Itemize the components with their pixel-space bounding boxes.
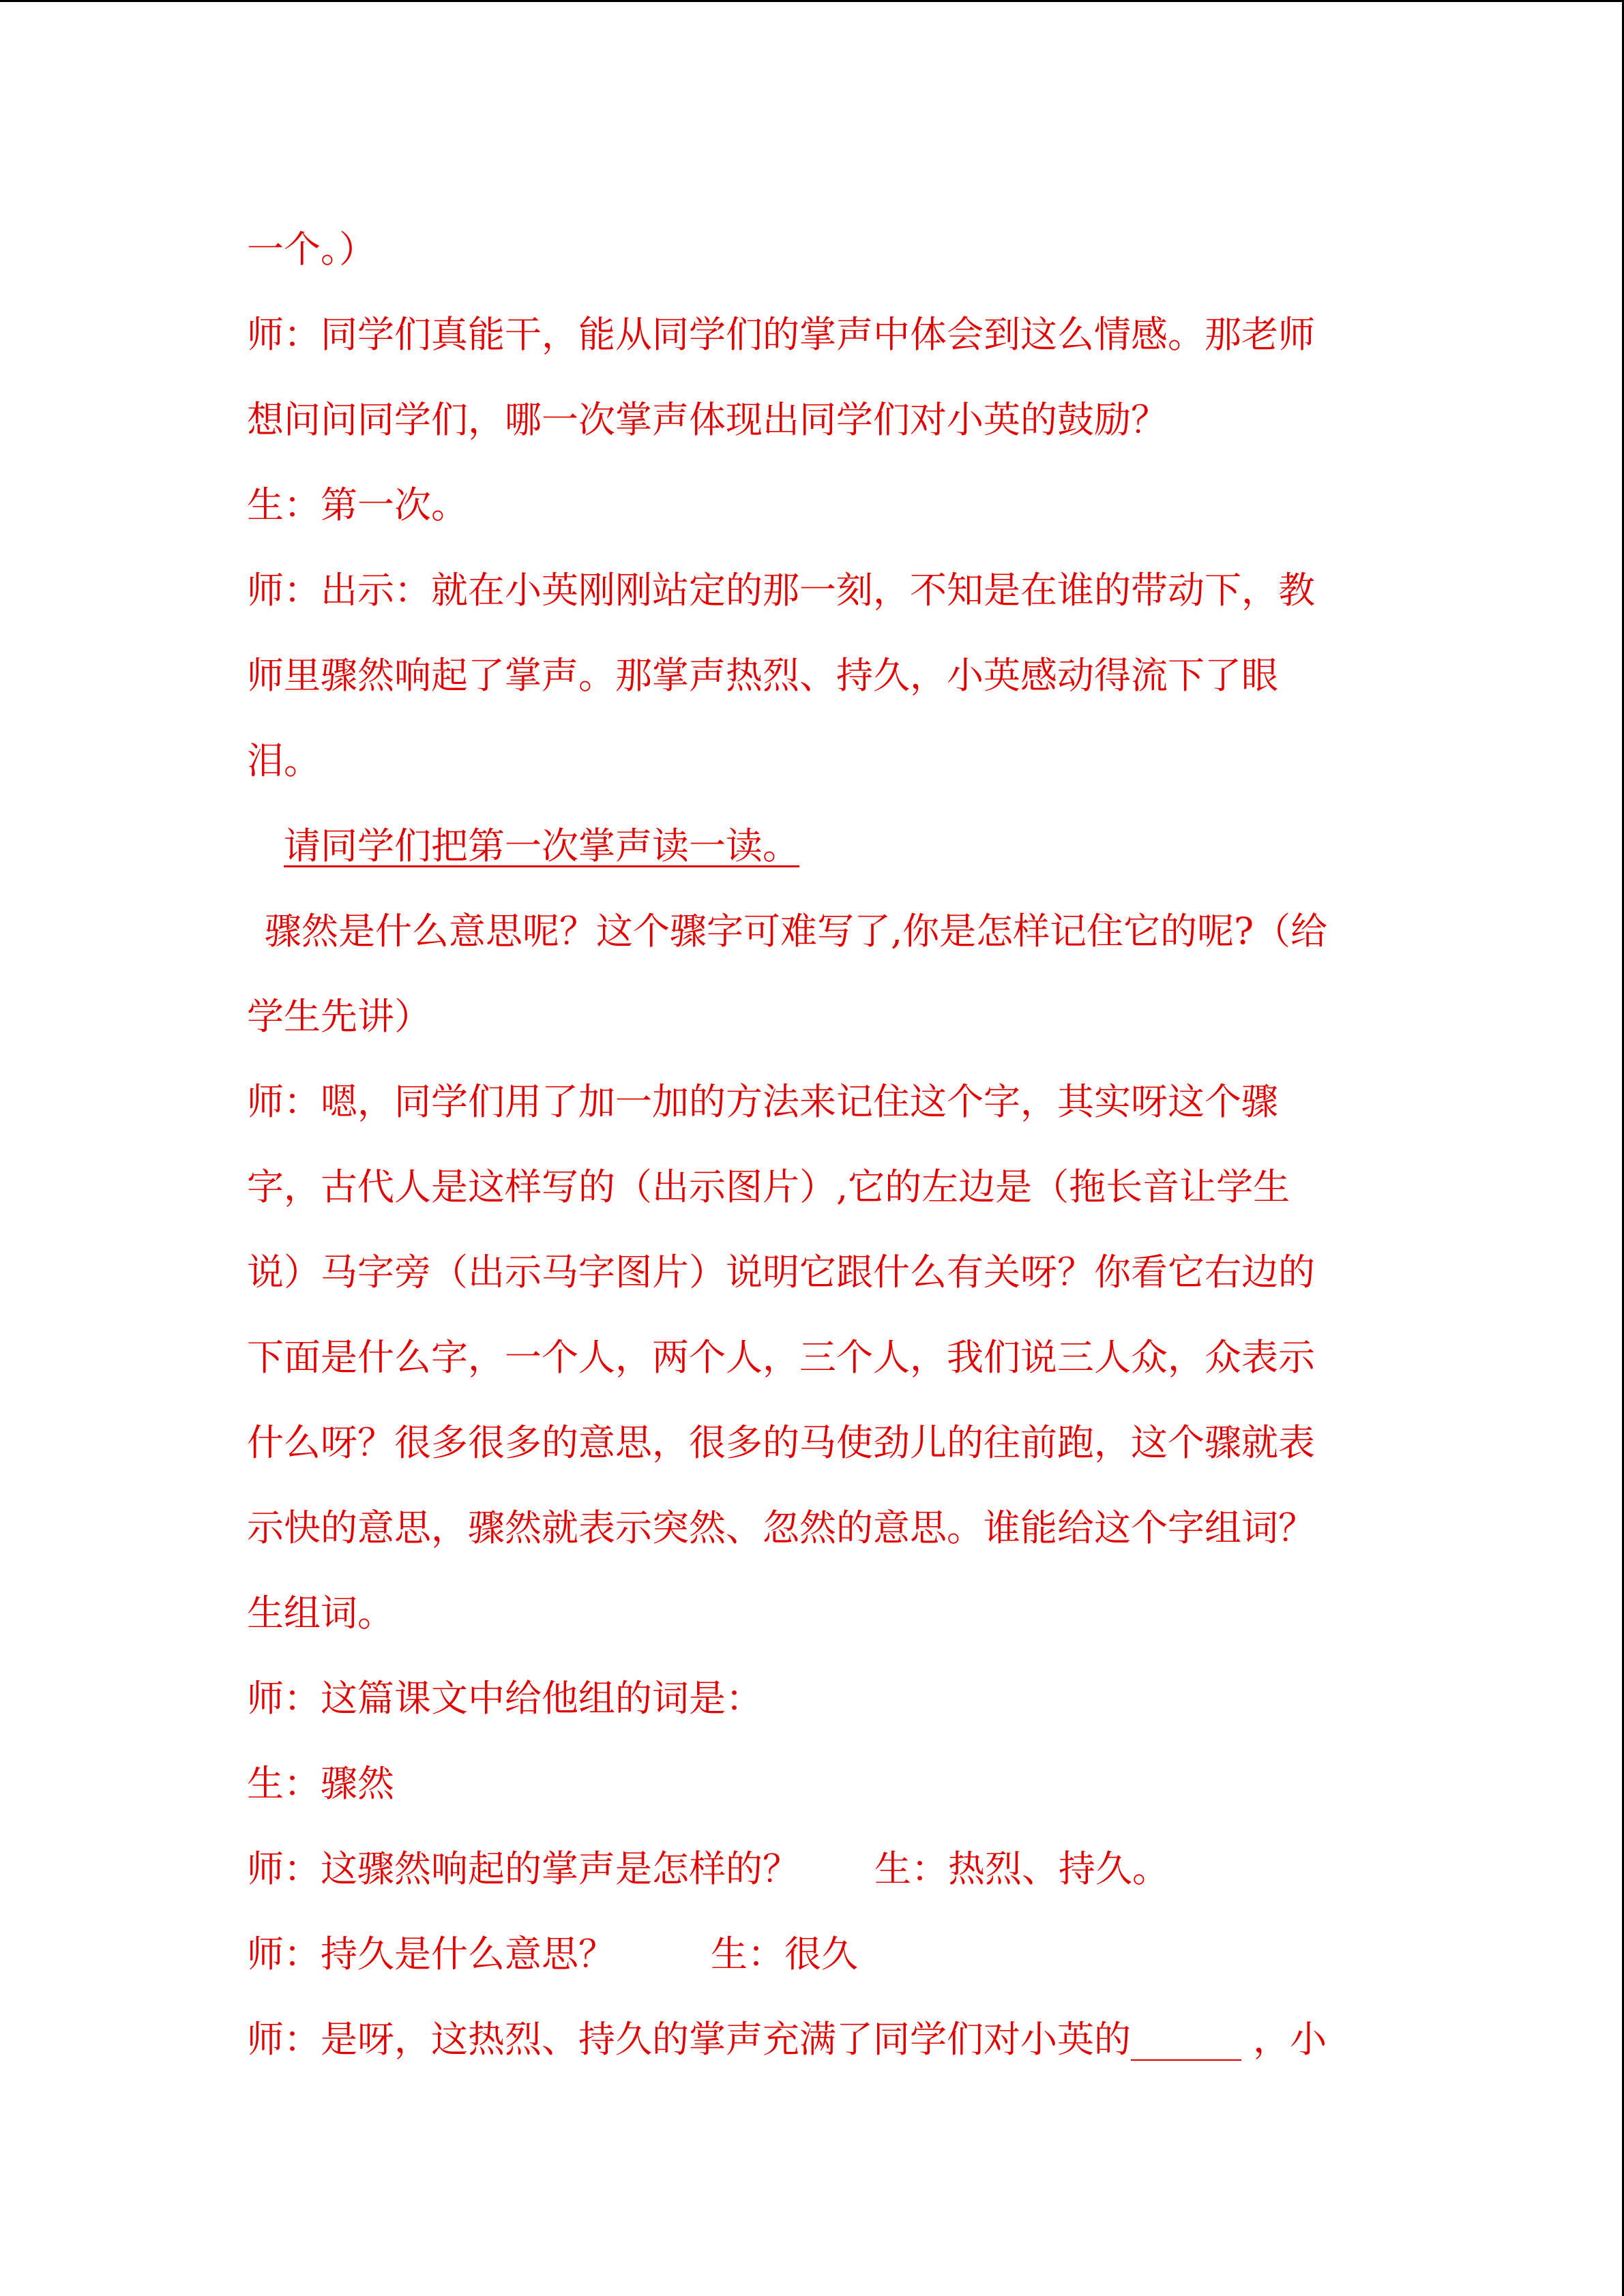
text-line: 生：骤然	[247, 1762, 394, 1805]
text-line: 师：同学们真能干，能从同学们的掌声中体会到这么情感。那老师	[247, 313, 1315, 356]
dialog-line	[247, 1911, 1393, 1997]
teacher-text: 师：持久是什么意思？	[247, 1933, 615, 1976]
text-line: 什么呀？很多很多的意思，很多的马使劲儿的往前跑，这个骤就表	[247, 1421, 1315, 1464]
text-line: 学生先讲）	[247, 995, 431, 1038]
text-line: 泪。	[247, 739, 321, 782]
text-line: 师：嗯，同学们用了加一加的方法来记住这个字，其实呀这个骤	[247, 1080, 1278, 1123]
text-line: 说）马字旁（出示马字图片）说明它跟什么有关呀？你看它右边的	[247, 1251, 1315, 1294]
text-line: 生：第一次。	[247, 483, 468, 526]
teacher-text: 师：这骤然响起的掌声是怎样的？	[247, 1847, 799, 1890]
text-line: 骤然是什么意思呢？这个骤字可难写了,你是怎样记住它的呢?（给	[265, 910, 1328, 953]
student-text: 生：热烈、持久。	[874, 1847, 1169, 1890]
text-line: 想问问同学们，哪一次掌声体现出同学们对小英的鼓励？	[247, 398, 1168, 441]
dialog-line	[247, 1826, 1393, 1911]
text-line: 师：出示：就在小英刚刚站定的那一刻，不知是在谁的带动下，教	[247, 569, 1315, 612]
text-line: 师：这篇课文中给他组的词是：	[247, 1677, 763, 1720]
underlined-text: 请同学们把第一次掌声读一读。	[284, 824, 799, 867]
text-line: 下面是什么字，一个人，两个人，三个人，我们说三人众，众表示	[247, 1336, 1315, 1379]
text-line: 师：是呀，这热烈、持久的掌声充满了同学们对小英的______ ，小	[247, 2018, 1327, 2061]
underlined-line	[247, 803, 1393, 889]
text-line: 字，古代人是这样写的（出示图片）,它的左边是（拖长音让学生	[247, 1165, 1290, 1208]
text-line: 师里骤然响起了掌声。那掌声热烈、持久，小英感动得流下了眼	[247, 654, 1278, 697]
text-line: 一个。）	[247, 228, 376, 271]
document-body	[247, 207, 1393, 2082]
student-text: 生：很久	[711, 1933, 858, 1976]
text-line: 生组词。	[247, 1592, 394, 1635]
text-line: 示快的意思，骤然就表示突然、忽然的意思。谁能给这个字组词？	[247, 1506, 1315, 1549]
